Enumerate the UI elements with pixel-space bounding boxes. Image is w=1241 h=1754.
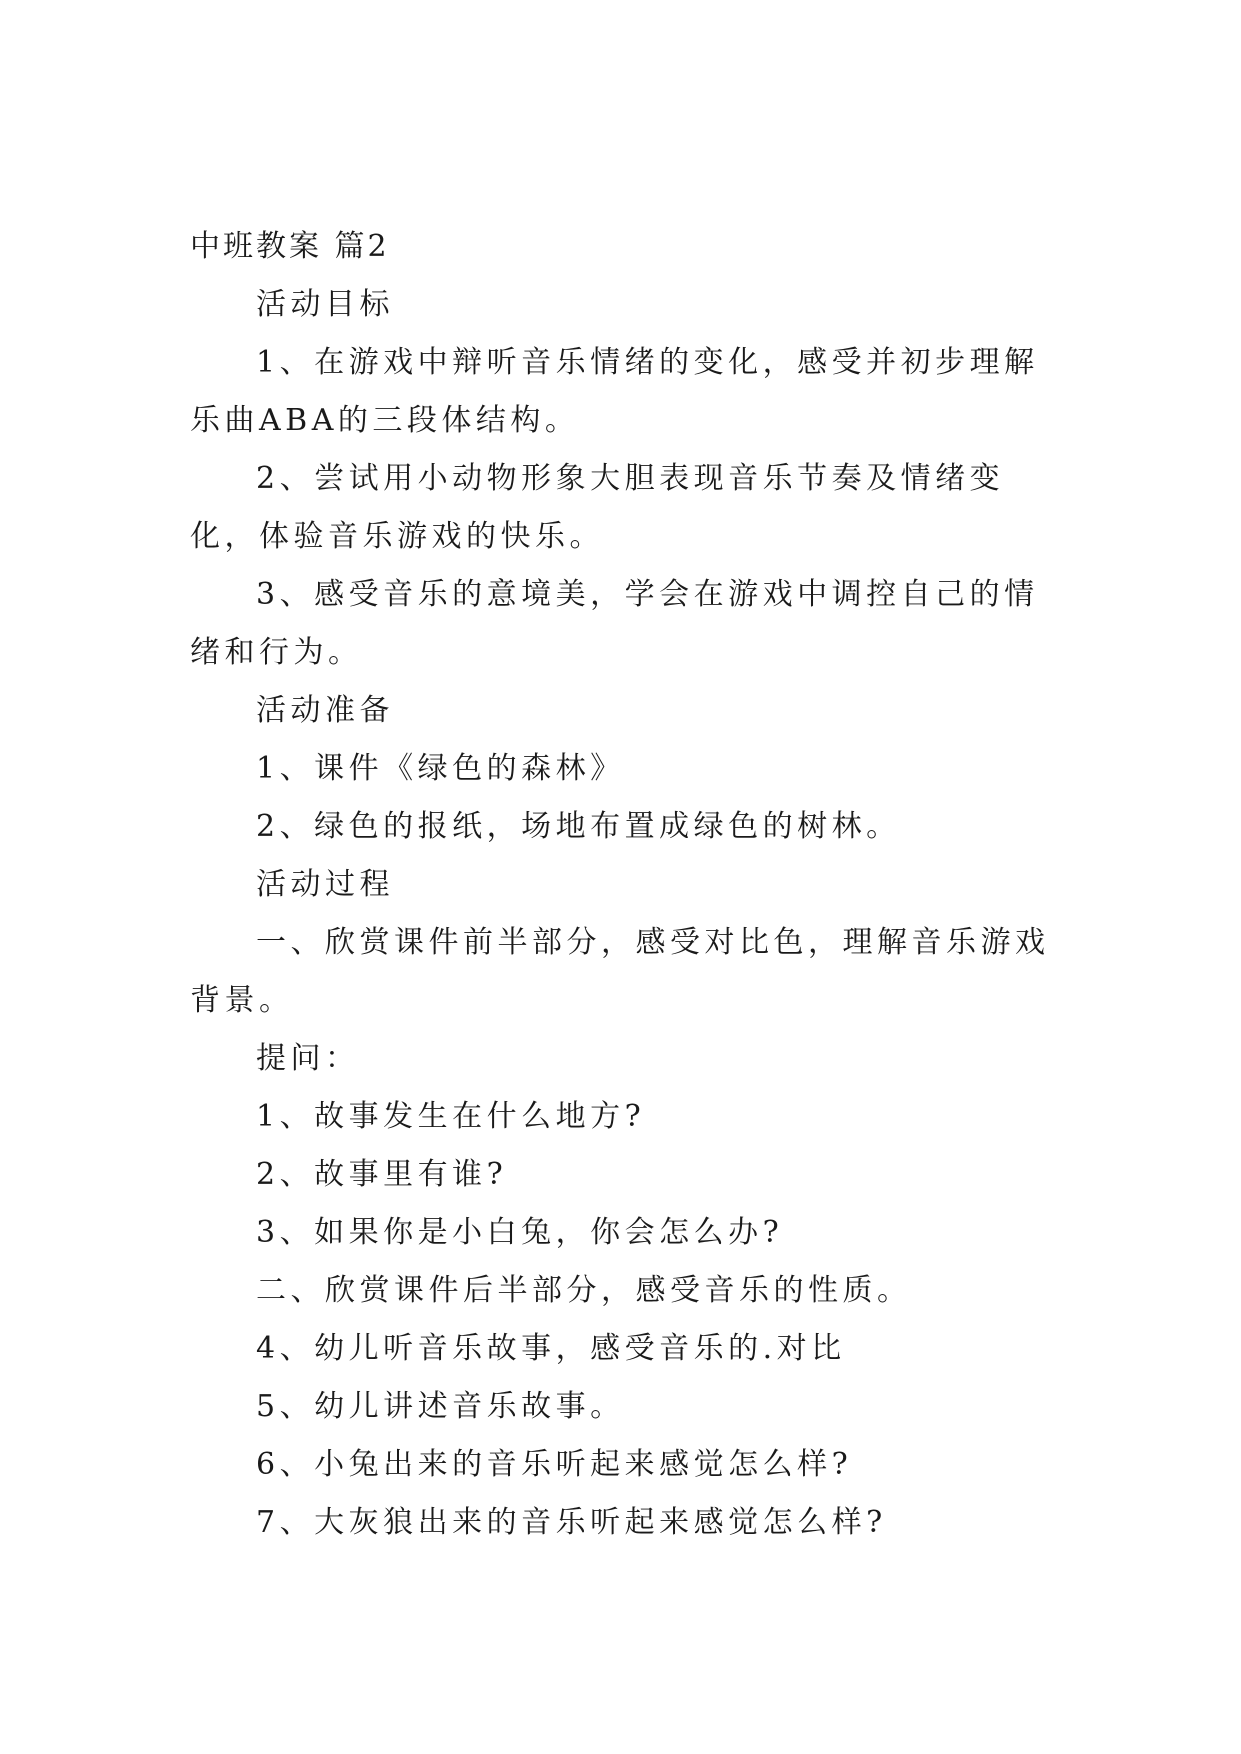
section-heading-preparation: 活动准备 <box>256 693 394 728</box>
document-body <box>190 218 1055 1552</box>
document-title: 中班教案 篇2 <box>190 229 390 264</box>
paragraph: 6、小兔出来的音乐听起来感觉怎么样? <box>256 1447 853 1482</box>
paragraph: 二、欣赏课件后半部分，感受音乐的性质。 <box>256 1273 912 1308</box>
paragraph: 2、故事里有谁? <box>256 1157 508 1192</box>
paragraph: 5、幼儿讲述音乐故事。 <box>256 1389 625 1424</box>
paragraph: 提问： <box>256 1041 360 1076</box>
section-heading-process: 活动过程 <box>256 867 394 902</box>
paragraph: 3、感受音乐的意境美，学会在游戏中调控自己的情绪和行为。 <box>190 577 1039 670</box>
section-heading-goals: 活动目标 <box>256 287 394 322</box>
paragraph: 2、尝试用小动物形象大胆表现音乐节奏及情绪变化，体验音乐游戏的快乐。 <box>190 461 1005 554</box>
paragraph: 2、绿色的报纸，场地布置成绿色的树林。 <box>256 809 901 844</box>
paragraph: 3、如果你是小白兔，你会怎么办? <box>256 1215 784 1250</box>
paragraph: 1、在游戏中辩听音乐情绪的变化，感受并初步理解乐曲ABA的三段体结构。 <box>190 345 1039 438</box>
paragraph: 一、欣赏课件前半部分，感受对比色，理解音乐游戏背景。 <box>190 925 1050 1018</box>
paragraph: 1、课件《绿色的森林》 <box>256 751 625 786</box>
paragraph: 4、幼儿听音乐故事，感受音乐的.对比 <box>256 1331 846 1366</box>
paragraph: 1、故事发生在什么地方? <box>256 1099 646 1134</box>
paragraph: 7、大灰狼出来的音乐听起来感觉怎么样? <box>256 1505 887 1540</box>
